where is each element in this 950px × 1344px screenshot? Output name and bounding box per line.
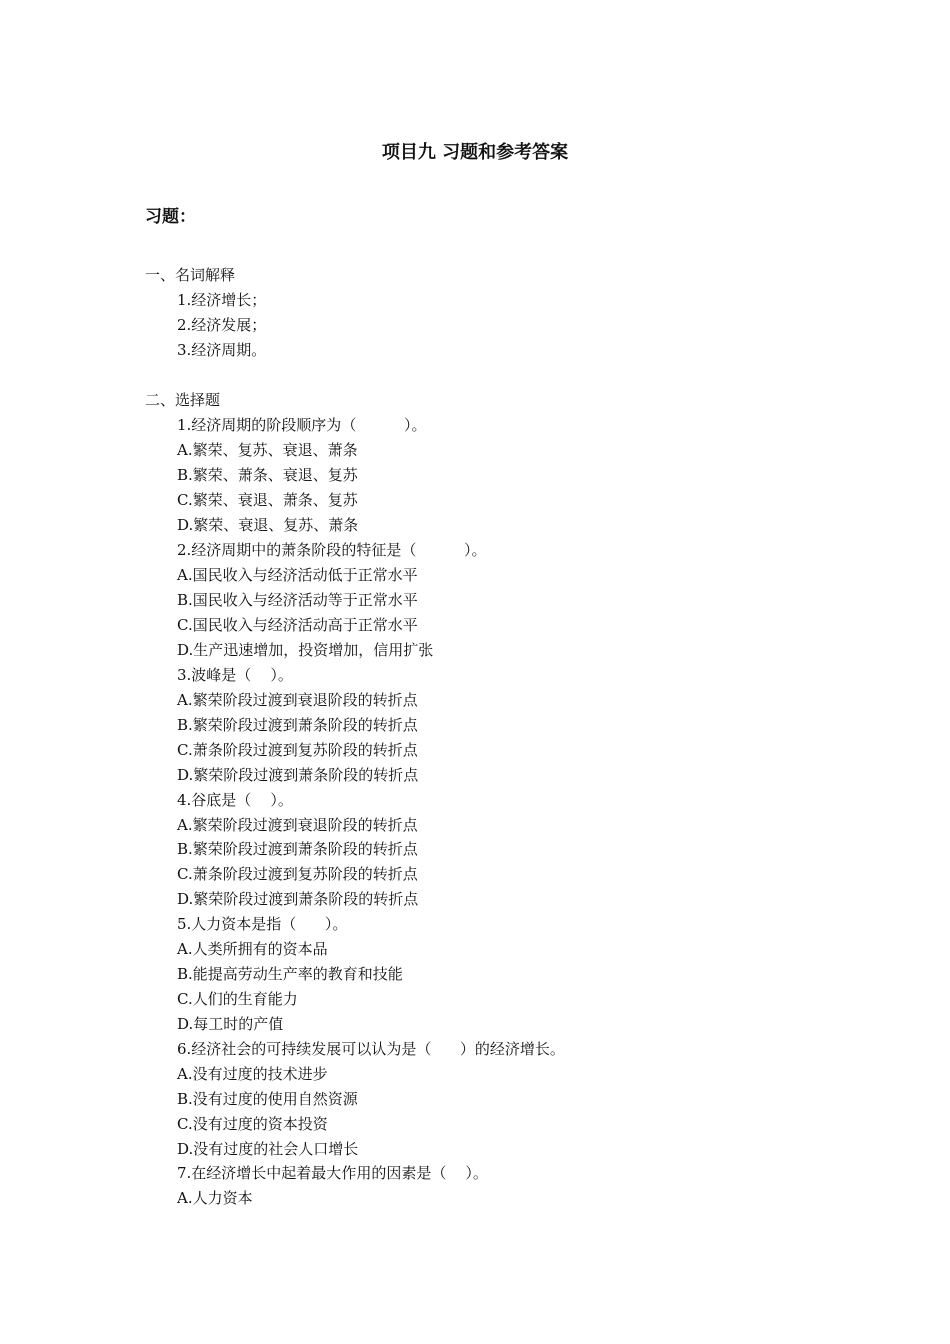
question: 7.在经济增长中起着最大作用的因素是（ ）。 xyxy=(177,1164,488,1182)
option: B.繁荣、萧条、衰退、复苏 xyxy=(177,466,358,484)
option: A.国民收入与经济活动低于正常水平 xyxy=(177,566,418,584)
part-heading-choices: 二、选择题 xyxy=(145,391,221,409)
question: 4.谷底是（ ）。 xyxy=(177,791,293,809)
option: A.人类所拥有的资本品 xyxy=(177,940,328,958)
list-item: 1.经济增长； xyxy=(177,291,267,309)
option: C.国民收入与经济活动高于正常水平 xyxy=(177,616,418,634)
question: 6.经济社会的可持续发展可以认为是（ ）的经济增长。 xyxy=(177,1040,565,1058)
option: A.繁荣阶段过渡到衰退阶段的转折点 xyxy=(177,816,418,834)
question: 1.经济周期的阶段顺序为（ ）。 xyxy=(177,416,427,434)
part-heading-definitions: 一、名词解释 xyxy=(145,266,236,284)
option: B.国民收入与经济活动等于正常水平 xyxy=(177,591,418,609)
option: D.繁荣、衰退、复苏、萧条 xyxy=(177,516,359,534)
question: 5.人力资本是指（ ）。 xyxy=(177,915,348,933)
question: 3.波峰是（ ）。 xyxy=(177,666,293,684)
option: D.繁荣阶段过渡到萧条阶段的转折点 xyxy=(177,766,419,784)
option: C.繁荣、衰退、萧条、复苏 xyxy=(177,491,358,509)
section-heading: 习题： xyxy=(145,207,196,227)
option: C.没有过度的资本投资 xyxy=(177,1115,328,1133)
option: D.繁荣阶段过渡到萧条阶段的转折点 xyxy=(177,890,419,908)
option: B.繁荣阶段过渡到萧条阶段的转折点 xyxy=(177,840,418,858)
option: D.每工时的产值 xyxy=(177,1015,284,1033)
option: D.没有过度的社会人口增长 xyxy=(177,1140,359,1158)
option: A.没有过度的技术进步 xyxy=(177,1065,328,1083)
option: D.生产迅速增加，投资增加，信用扩张 xyxy=(177,641,434,659)
list-item: 2.经济发展； xyxy=(177,316,267,334)
option: C.人们的生育能力 xyxy=(177,990,298,1008)
list-item: 3.经济周期。 xyxy=(177,341,267,359)
option: C.萧条阶段过渡到复苏阶段的转折点 xyxy=(177,865,418,883)
option: A.繁荣、复苏、衰退、萧条 xyxy=(177,441,358,459)
option: A.繁荣阶段过渡到衰退阶段的转折点 xyxy=(177,691,418,709)
option: A.人力资本 xyxy=(177,1189,253,1207)
document-title: 项目九 习题和参考答案 xyxy=(381,142,569,163)
option: B.能提高劳动生产率的教育和技能 xyxy=(177,965,403,983)
question: 2.经济周期中的萧条阶段的特征是（ ）。 xyxy=(177,541,487,559)
option: B.繁荣阶段过渡到萧条阶段的转折点 xyxy=(177,716,418,734)
option: B.没有过度的使用自然资源 xyxy=(177,1090,358,1108)
option: C.萧条阶段过渡到复苏阶段的转折点 xyxy=(177,741,418,759)
